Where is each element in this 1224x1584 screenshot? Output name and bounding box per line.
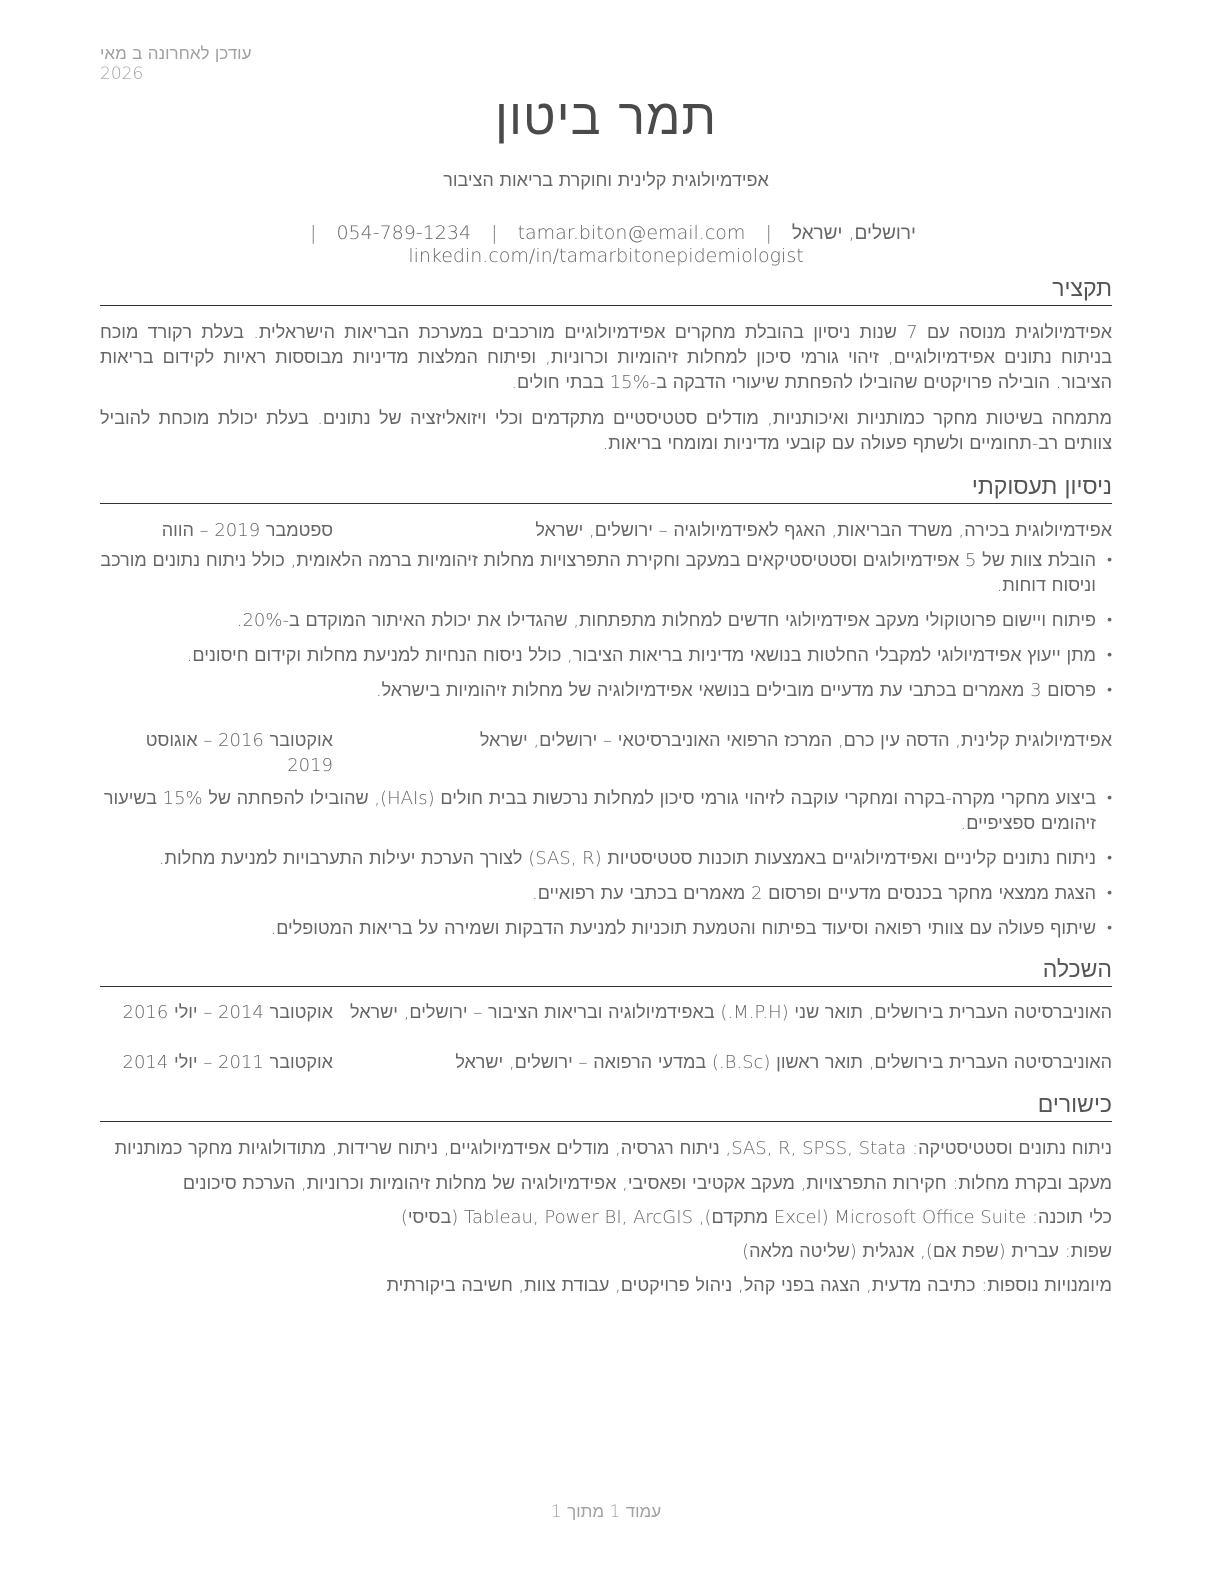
job-bullet: • מתן ייעוץ אפידמיולוגי למקבלי החלטות בנושאי מדיניות בריאות הציבור, כולל ניסוח הנחיות למניעת מחלות וקידום חיסונים. — [100, 643, 1112, 668]
job-dates: ספטמבר 2019 – הווה — [161, 520, 333, 541]
skill-line: מיומנויות נוספות: כתיבה מדעית, הצגה בפני קהל, ניהול פרויקטים, עבודת צוות, חשיבה ביקורתית — [386, 1275, 1112, 1296]
job-role: אפידמיולוגית בכירה, משרד הבריאות, האגף לאפידמיולוגיה – ירושלים, ישראל — [535, 520, 1112, 541]
job-bullet: • פיתוח ויישום פרוטוקולי מעקב אפידמיולוגי חדשים למחלות מתפתחות, שהגדילו את יכולת האיתור המוקדם ב-20%. — [100, 608, 1112, 633]
job-bullets — [100, 548, 1112, 713]
education-degree: האוניברסיטה העברית בירושלים, תואר ראשון (B.Sc.) במדעי הרפואה – ירושלים, ישראל — [455, 1052, 1112, 1073]
education-item — [100, 1000, 1112, 1025]
candidate-name: תמר ביטון — [494, 88, 717, 146]
resume-page — [100, 0, 1112, 1584]
job-role: אפידמיולוגית קלינית, הדסה עין כרם, המרכז הרפואי האוניברסיטאי – ירושלים, ישראל — [479, 730, 1112, 751]
education-dates: אוקטובר 2011 – יולי 2014 — [122, 1052, 333, 1073]
skill-line: ניתוח נתונים וסטטיסטיקה: SAS, R, SPSS, Stata, ניתוח רגרסיה, מודלים אפידמיולוגיים, ניתוח שרידות, מתודולוגיות מחקר כמותניות — [114, 1138, 1112, 1159]
contact-separator: | — [765, 222, 772, 244]
section-title-experience: ניסיון תעסוקתי — [100, 472, 1112, 504]
job-header — [100, 728, 1112, 778]
education-dates: אוקטובר 2014 – יולי 2016 — [122, 1002, 333, 1023]
education-degree: האוניברסיטה העברית בירושלים, תואר שני (M.P.H.) באפידמיולוגיה ובריאות הציבור – ירושלים, ישראל — [350, 1002, 1112, 1023]
skill-line: מעקב ובקרת מחלות: חקירות התפרצויות, מעקב אקטיבי ופאסיבי, אפידמיולוגיה של מחלות זיהומיות וכרוניות, הערכת סיכונים — [182, 1173, 1112, 1194]
skill-line: כלי תוכנה: Microsoft Office Suite (Excel מתקדם), Tableau, Power BI, ArcGIS (בסיסי) — [400, 1207, 1112, 1228]
contact-line — [100, 222, 1112, 267]
job-bullet: • פרסום 3 מאמרים בכתבי עת מדעיים מובילים בנושאי אפידמיולוגיה של מחלות זיהומיות בישראל. — [100, 678, 1112, 703]
section-title-summary: תקציר — [100, 274, 1112, 306]
last-updated-text: עודכן לאחרונה ב מאי 2026 — [100, 44, 252, 84]
job-dates: אוקטובר 2016 – אוגוסט 2019 — [145, 730, 333, 776]
education-item — [100, 1050, 1112, 1075]
summary-paragraph-1: אפידמיולוגית מנוסה עם 7 שנות ניסיון בהובלת מחקרים אפידמיולוגיים מורכבים במערכת הבריאות הישראלית. בעלת רקורד מוכח בניתוח נתונים אפידמיולוגיים, זיהוי גורמי סיכון למחלות זיהומיות וכרוניות, ופיתוח המלצות מדיניות מבוססות ראיות לקידום בריאות הציבור. הובילה פרויקטים שהובילו להפחתת שיעורי הדבקה ב-15% בבתי חולים. — [100, 322, 1112, 393]
contact-linkedin[interactable]: linkedin.com/in/tamarbitonepidemiologist — [408, 245, 804, 267]
contact-email[interactable]: tamar.biton@email.com — [517, 222, 746, 244]
section-title-education: השכלה — [100, 955, 1112, 987]
contact-location: ירושלים, ישראל — [791, 222, 916, 244]
summary-paragraph-2: מתמחה בשיטות מחקר כמותניות ואיכותניות, מודלים סטטיסטיים מתקדמים וכלי ויזואליזציה של נתונים. בעלת יכולת מוכחת להוביל צוותים רב-תחומיים ולשתף פעולה עם קובעי מדיניות ומומחי בריאות. — [100, 408, 1112, 454]
job-bullet: • ביצוע מחקרי מקרה-בקרה ומחקרי עוקבה לזיהוי גורמי סיכון למחלות נרכשות בבית חולים (HAIs), שהובילו להפחתה של 15% בשיעור זיהומים ספציפיים. — [100, 786, 1112, 836]
job-bullet: • ניתוח נתונים קליניים ואפידמיולוגיים באמצעות תוכנות סטטיסטיות (SAS, R) לצורך הערכת יעילות התערבויות למניעת מחלות. — [100, 846, 1112, 871]
job-bullet: • שיתוף פעולה עם צוותי רפואה וסיעוד בפיתוח והטמעת תוכניות למניעת הדבקות ושמירה על בריאות המטופלים. — [100, 916, 1112, 941]
candidate-title: אפידמיולוגית קלינית וחוקרת בריאות הציבור — [443, 170, 769, 191]
job-bullet: • הצגת ממצאי מחקר בכנסים מדעיים ופרסום 2 מאמרים בכתבי עת רפואיים. — [100, 881, 1112, 906]
contact-separator: | — [491, 222, 498, 244]
contact-separator: | — [310, 222, 317, 244]
job-header — [100, 518, 1112, 543]
skill-line: שפות: עברית (שפת אם), אנגלית (שליטה מלאה) — [742, 1241, 1112, 1262]
contact-phone[interactable]: 054-789-1234 — [336, 222, 472, 244]
page-number: עמוד 1 מתוך 1 — [550, 1502, 662, 1522]
job-bullet: • הובלת צוות של 5 אפידמיולוגים וסטטיסטיקאים במעקב וחקירת התפרצויות מחלות זיהומיות ברמה הלאומית, כולל ניתוח נתונים מורכב וניסוח דוחות. — [100, 548, 1112, 598]
job-bullets — [100, 786, 1112, 951]
section-title-skills: כישורים — [100, 1090, 1112, 1122]
